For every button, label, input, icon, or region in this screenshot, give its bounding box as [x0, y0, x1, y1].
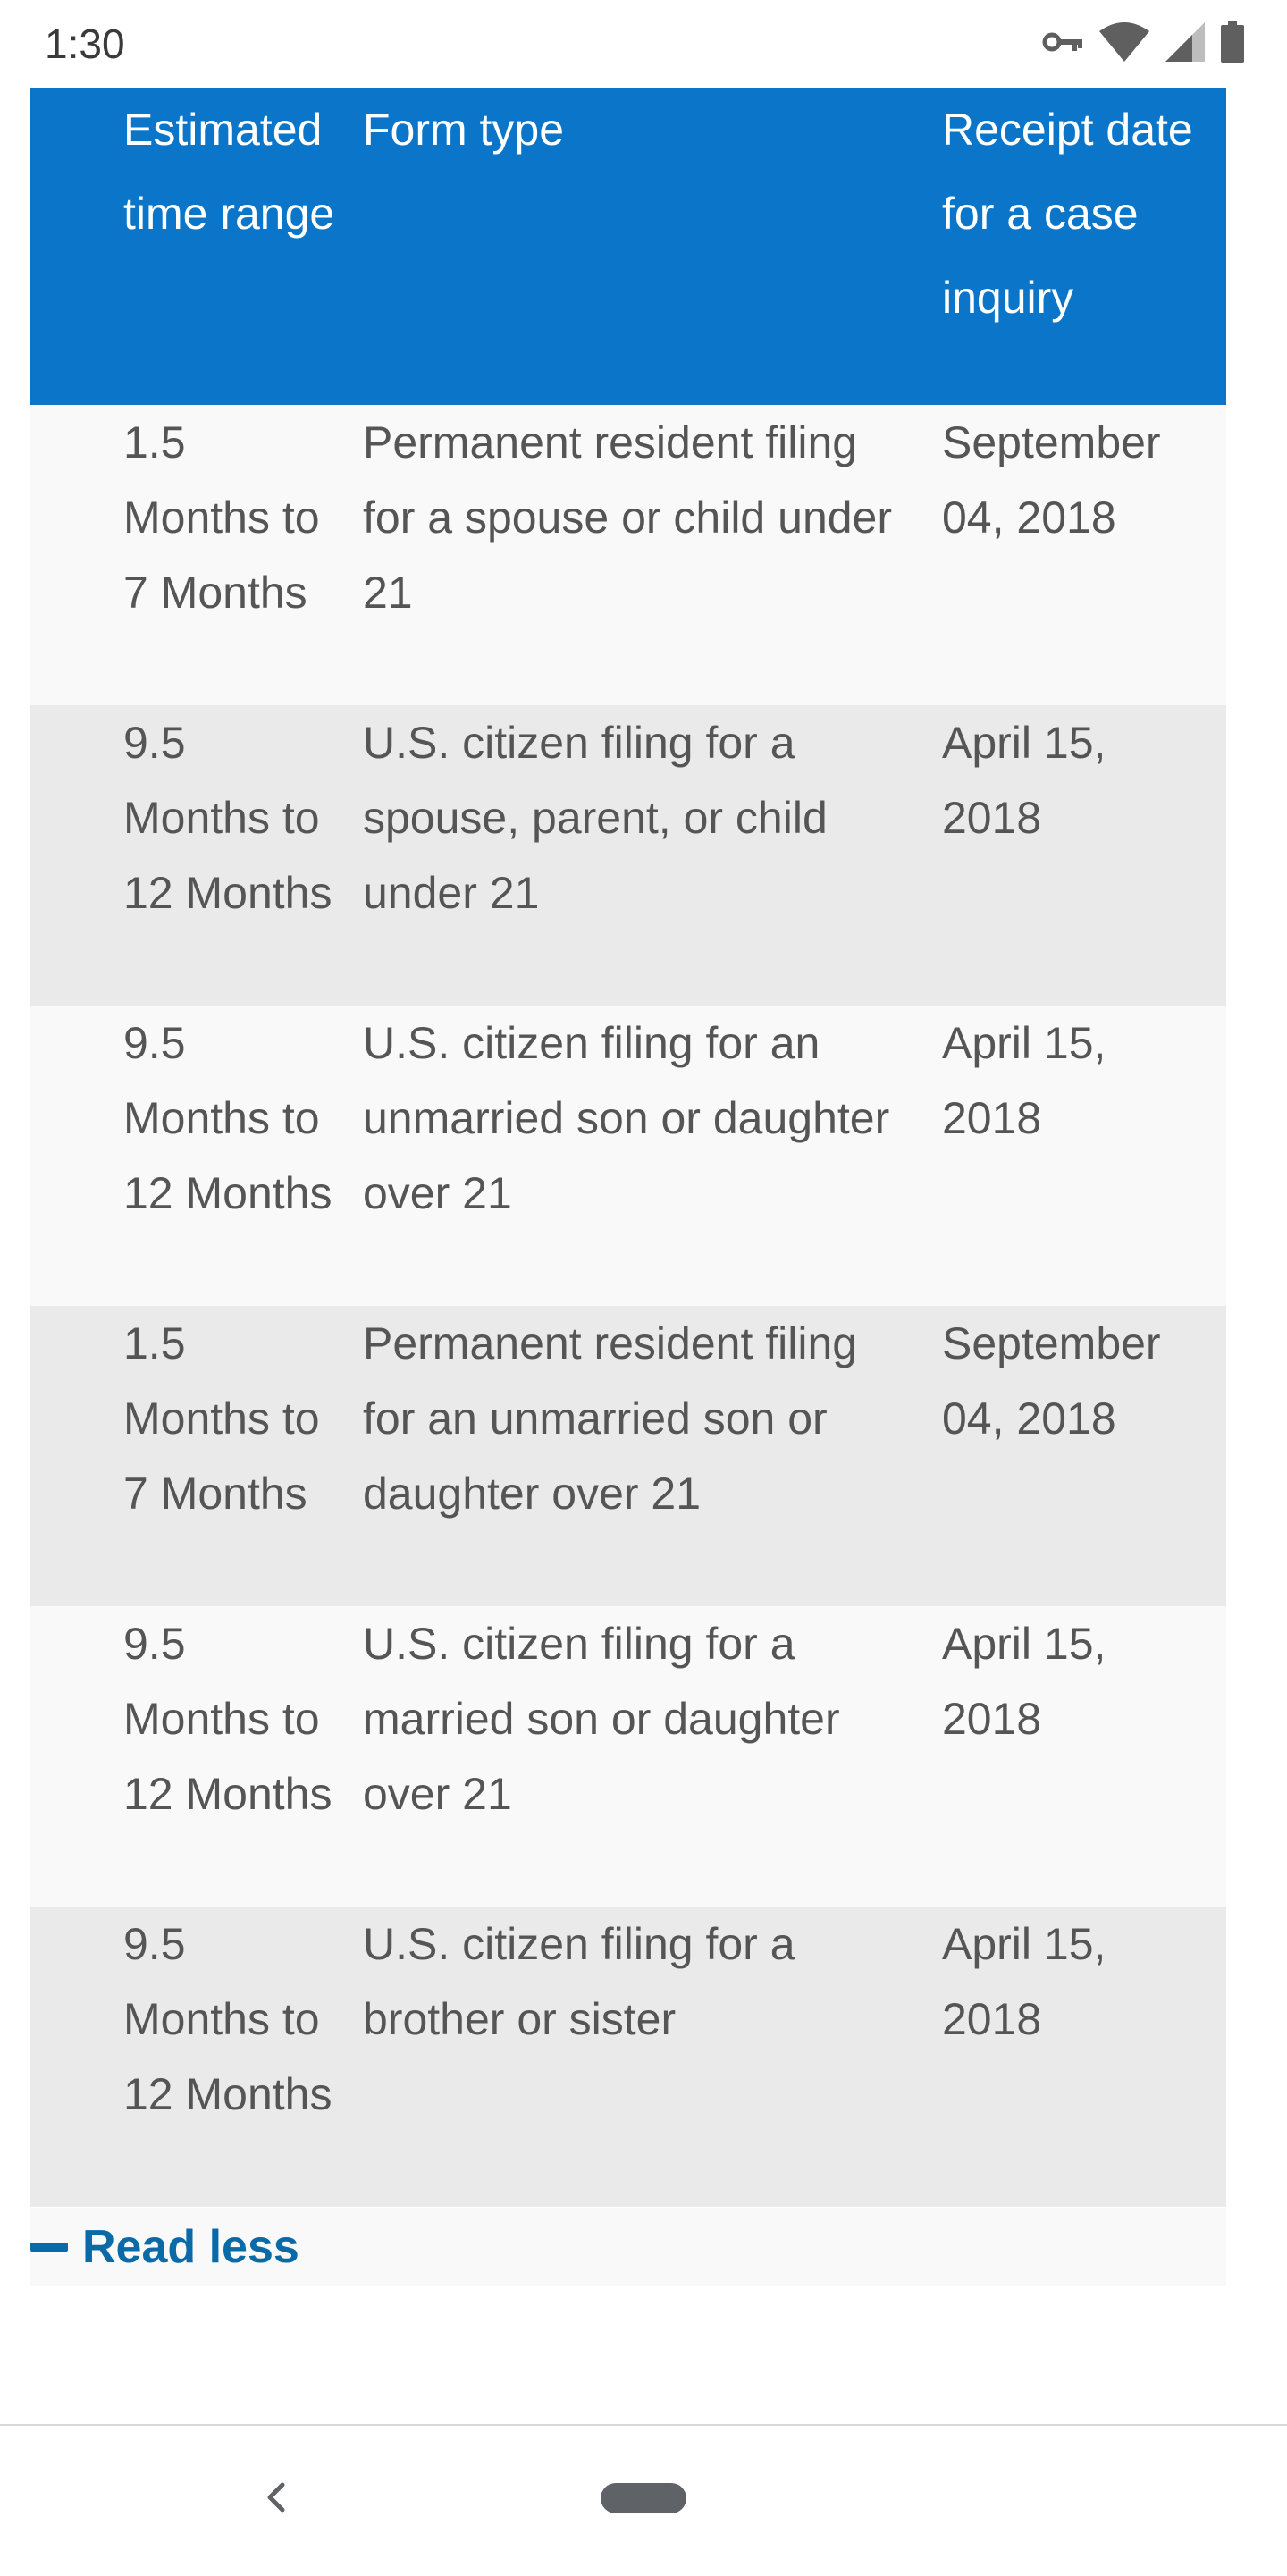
- battery-icon: [1221, 21, 1244, 63]
- status-bar: [0, 0, 1287, 88]
- header-form-type: Form type: [363, 88, 942, 405]
- cell-form-type: U.S. citizen filing for an unmarried son or daughter over 21: [363, 1006, 942, 1306]
- table-row: [30, 1606, 1226, 1907]
- cell-receipt-date: April 15, 2018: [942, 1006, 1226, 1306]
- vpn-key-icon: [1042, 29, 1083, 55]
- cell-form-type: Permanent resident filing for a spouse or child under 21: [363, 405, 942, 705]
- cell-receipt-date: April 15, 2018: [942, 1606, 1226, 1907]
- wifi-icon: [1099, 22, 1149, 62]
- cell-time-range: 9.5 Months to 12 Months: [30, 1907, 363, 2207]
- status-time: 1:30: [45, 21, 125, 67]
- table-header-row: [30, 88, 1226, 405]
- cell-receipt-date: September 04, 2018: [942, 1306, 1226, 1606]
- system-navigation-bar: [0, 2424, 1287, 2576]
- cell-form-type: U.S. citizen filing for a spouse, parent, or child under 21: [363, 705, 942, 1006]
- cell-time-range: 9.5 Months to 12 Months: [30, 1606, 363, 1907]
- status-icons: [1042, 21, 1244, 63]
- cell-form-type: U.S. citizen filing for a married son or daughter over 21: [363, 1606, 942, 1907]
- table-row: [30, 1006, 1226, 1306]
- table-row: [30, 1907, 1226, 2207]
- home-pill-button[interactable]: [601, 2483, 686, 2513]
- cell-receipt-date: April 15, 2018: [942, 705, 1226, 1006]
- table-row: [30, 705, 1226, 1006]
- cellular-signal-icon: [1165, 22, 1205, 62]
- table-row: [30, 405, 1226, 705]
- processing-times-table: [30, 88, 1226, 2207]
- cell-time-range: 1.5 Months to 7 Months: [30, 1306, 363, 1606]
- table-row: [30, 1306, 1226, 1606]
- header-receipt-date: Receipt date for a case inquiry: [942, 88, 1226, 405]
- header-time-range: Estimated time range: [30, 88, 363, 405]
- minus-icon: [30, 2243, 68, 2252]
- read-less-label[interactable]: Read less: [82, 2221, 299, 2273]
- cell-receipt-date: April 15, 2018: [942, 1907, 1226, 2207]
- cell-time-range: 9.5 Months to 12 Months: [30, 1006, 363, 1306]
- cell-form-type: Permanent resident filing for an unmarried son or daughter over 21: [363, 1306, 942, 1606]
- read-less-link[interactable]: [30, 2208, 1226, 2286]
- cell-receipt-date: September 04, 2018: [942, 405, 1226, 705]
- cell-time-range: 9.5 Months to 12 Months: [30, 705, 363, 1006]
- cell-time-range: 1.5 Months to 7 Months: [30, 405, 363, 705]
- cell-form-type: U.S. citizen filing for a brother or sister: [363, 1907, 942, 2207]
- back-icon[interactable]: [259, 2479, 295, 2515]
